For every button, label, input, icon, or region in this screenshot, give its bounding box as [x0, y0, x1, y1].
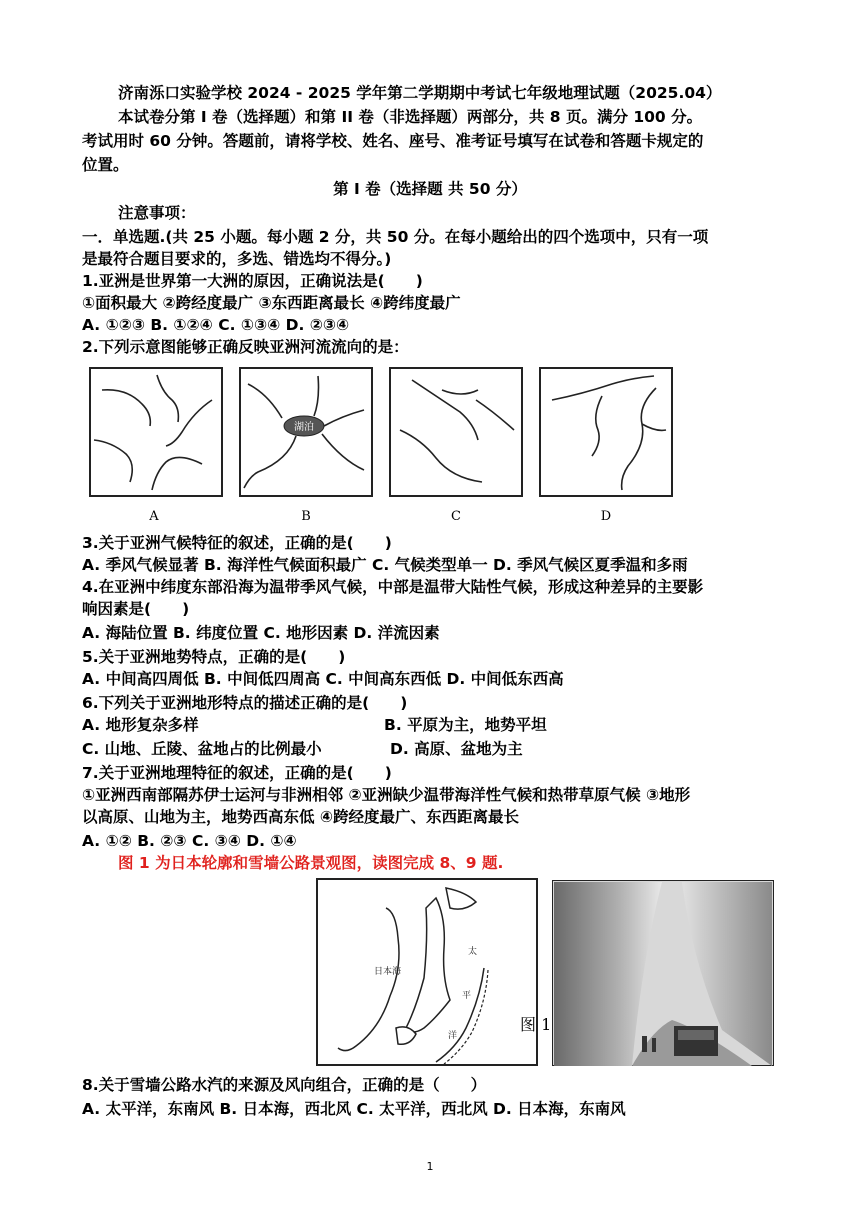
- japan-map: [316, 878, 538, 1066]
- question-6-option-d: D. 高原、盆地为主: [390, 740, 523, 758]
- diagram-b-label: B: [301, 509, 311, 524]
- sea-of-japan-label: 日本海: [374, 967, 402, 977]
- snow-wall-photo: [552, 880, 774, 1066]
- question-6-option-c: C. 山地、丘陵、盆地占的比例最小: [82, 740, 322, 758]
- diagram-d-label: D: [600, 509, 612, 524]
- question-3-options: A. 季风气候显著 B. 海洋性气候面积最广 C. 气候类型单一 D. 季风气候区夏季温和多雨: [82, 556, 688, 574]
- river-diagrams: [82, 360, 722, 528]
- figure-1-caption: 图 1: [520, 1015, 552, 1034]
- question-1-items: ①面积最大 ②跨经度最广 ③东西距离最长 ④跨纬度最广: [82, 294, 461, 312]
- diagram-d-frame: [540, 368, 672, 496]
- section-instructions-2: 是最符合题目要求的，多选、错选均不得分。): [82, 250, 392, 268]
- figure-note: 图 1 为日本轮廓和雪墙公路景观图，读图完成 8、9 题.: [118, 854, 504, 872]
- intro-line-3: 位置。: [82, 156, 129, 174]
- intro-line-2: 考试用时 60 分钟。答题前，请将学校、姓名、座号、准考证号填写在试卷和答题卡规定的: [82, 132, 704, 150]
- question-6: 6.下列关于亚洲地形特点的描述正确的是( ): [82, 694, 408, 712]
- pacific-label-3: 洋: [448, 1031, 458, 1041]
- diagram-c-label: C: [451, 509, 461, 524]
- question-7-options: A. ①② B. ②③ C. ③④ D. ①④: [82, 832, 297, 850]
- diagram-c-frame: [390, 368, 522, 496]
- question-4-options: A. 海陆位置 B. 纬度位置 C. 地形因素 D. 洋流因素: [82, 624, 440, 642]
- question-4: 4.在亚洲中纬度东部沿海为温带季风气候，中部是温带大陆性气候，形成这种差异的主要影: [82, 578, 704, 596]
- bus-window: [678, 1030, 714, 1040]
- person-shape: [652, 1038, 656, 1052]
- part-heading: 第 I 卷（选择题 共 50 分）: [333, 180, 527, 198]
- question-8: 8.关于雪墙公路水汽的来源及风向组合，正确的是（ ）: [82, 1076, 487, 1094]
- exam-title: 济南泺口实验学校 2024 - 2025 学年第二学期期中考试七年级地理试题（2025.04）: [118, 84, 722, 102]
- question-5: 5.关于亚洲地势特点，正确的是( ): [82, 648, 346, 666]
- question-7-items-2: 以高原、山地为主，地势西高东低 ④跨经度最广、东西距离最长: [82, 808, 520, 826]
- notice-heading: 注意事项：: [118, 204, 196, 222]
- question-1: 1.亚洲是世界第一大洲的原因，正确说法是( ): [82, 272, 423, 290]
- intro-line-1: 本试卷分第 I 卷（选择题）和第 II 卷（非选择题）两部分，共 8 页。满分 100 分。: [118, 108, 703, 126]
- question-5-options: A. 中间高四周低 B. 中间低四周高 C. 中间高东西低 D. 中间低东西高: [82, 670, 564, 688]
- question-6-option-b: B. 平原为主，地势平坦: [384, 716, 547, 734]
- question-4-cont: 响因素是( ): [82, 600, 190, 618]
- diagram-b-lake-label: 湖泊: [294, 422, 314, 433]
- diagram-a-label: A: [149, 509, 159, 524]
- question-6-option-a: A. 地形复杂多样: [82, 716, 199, 734]
- section-instructions: 一．单选题.(共 25 小题。每小题 2 分，共 50 分。在每小题给出的四个选项中，只有一项: [82, 228, 709, 246]
- question-7-items: ①亚洲西南部隔苏伊士运河与非洲相邻 ②亚洲缺少温带海洋性气候和热带草原气候 ③地形: [82, 786, 691, 804]
- pacific-label-1: 太: [468, 947, 478, 957]
- page-number: 1: [426, 1160, 434, 1173]
- question-8-options: A. 太平洋，东南风 B. 日本海，西北风 C. 太平洋，西北风 D. 日本海，东南风: [82, 1100, 626, 1118]
- pacific-label-2: 平: [462, 991, 472, 1001]
- question-7: 7.关于亚洲地理特征的叙述，正确的是( ): [82, 764, 392, 782]
- question-2: 2.下列示意图能够正确反映亚洲河流流向的是：: [82, 338, 409, 356]
- question-3: 3.关于亚洲气候特征的叙述，正确的是( ): [82, 534, 392, 552]
- question-1-options: A. ①②③ B. ①②④ C. ①③④ D. ②③④: [82, 316, 350, 334]
- person-shape: [642, 1036, 647, 1052]
